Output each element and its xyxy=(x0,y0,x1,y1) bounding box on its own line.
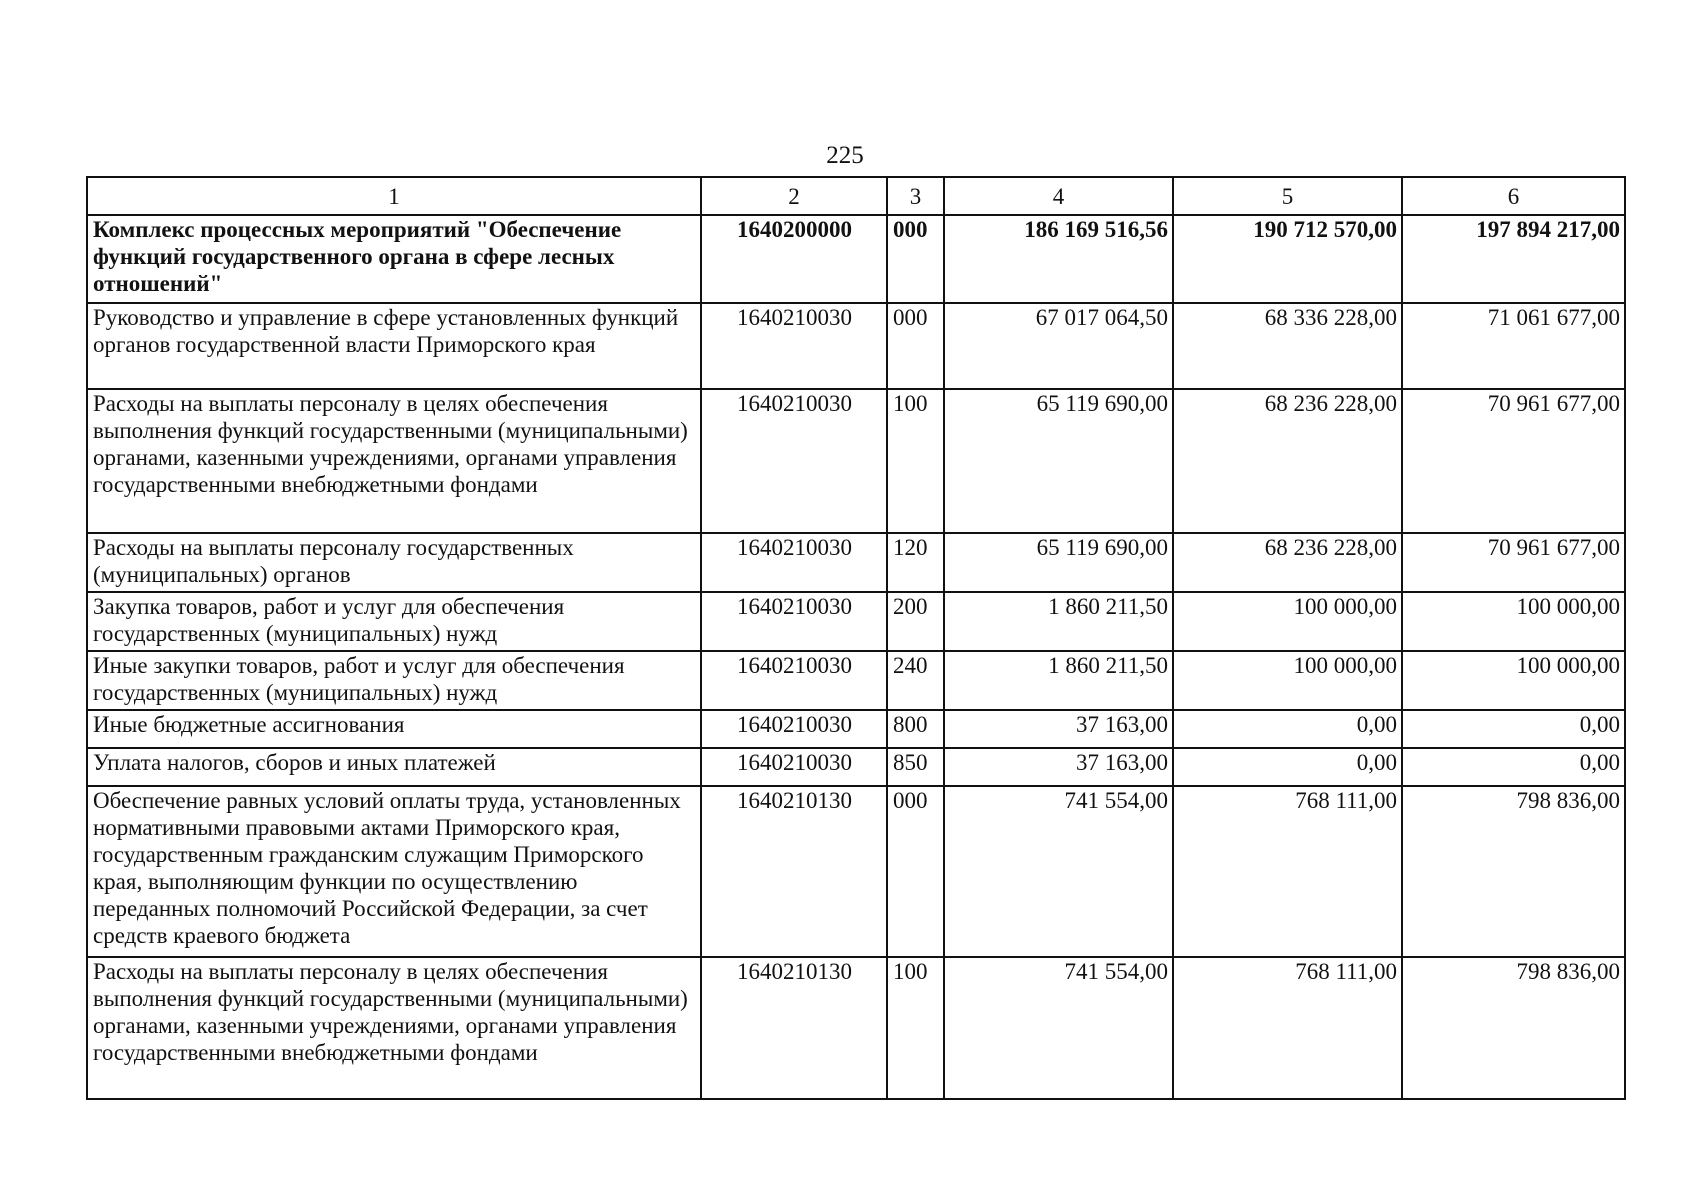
table-row xyxy=(87,533,1625,592)
row-type: 120 xyxy=(887,533,944,592)
row-amount-col4: 65 119 690,00 xyxy=(944,533,1173,592)
row-name: Уплата налогов, сборов и иных платежей xyxy=(87,748,701,786)
row-amount-col6: 100 000,00 xyxy=(1402,651,1625,710)
table-header-row xyxy=(87,177,1625,215)
row-amount-col5: 190 712 570,00 xyxy=(1173,215,1402,303)
row-name: Расходы на выплаты персоналу государственных (муниципальных) органов xyxy=(87,533,701,592)
row-code: 1640210030 xyxy=(701,651,887,710)
row-type: 100 xyxy=(887,957,944,1099)
row-code: 1640210030 xyxy=(701,592,887,651)
table-row xyxy=(87,215,1625,303)
table-row xyxy=(87,651,1625,710)
row-amount-col4: 186 169 516,56 xyxy=(944,215,1173,303)
table-row xyxy=(87,957,1625,1099)
row-name: Обеспечение равных условий оплаты труда, установленных нормативными правовыми актами Приморского края, государственным гражданским служащим Приморского края, выполняющим функции по осуществлению переданных полномочий Российской Федерации, за счет средств краевого бюджета xyxy=(87,786,701,957)
row-code: 1640210030 xyxy=(701,710,887,748)
row-name: Расходы на выплаты персоналу в целях обеспечения выполнения функций государственными (муниципальными) органами, казенными учреждениями, органами управления государственными внебюджетными фондами xyxy=(87,389,701,533)
row-amount-col5: 68 236 228,00 xyxy=(1173,533,1402,592)
row-amount-col5: 100 000,00 xyxy=(1173,651,1402,710)
row-name: Иные бюджетные ассигнования xyxy=(87,710,701,748)
row-type: 240 xyxy=(887,651,944,710)
row-code: 1640210030 xyxy=(701,533,887,592)
table-row xyxy=(87,592,1625,651)
row-amount-col4: 37 163,00 xyxy=(944,748,1173,786)
row-amount-col5: 68 236 228,00 xyxy=(1173,389,1402,533)
row-code: 1640200000 xyxy=(701,215,887,303)
row-amount-col5: 68 336 228,00 xyxy=(1173,303,1402,389)
row-amount-col4: 1 860 211,50 xyxy=(944,592,1173,651)
row-code: 1640210130 xyxy=(701,786,887,957)
column-header: 5 xyxy=(1173,177,1402,215)
column-header: 6 xyxy=(1402,177,1625,215)
row-amount-col5: 768 111,00 xyxy=(1173,957,1402,1099)
row-name: Расходы на выплаты персоналу в целях обеспечения выполнения функций государственными (муниципальными) органами, казенными учреждениями, органами управления государственными внебюджетными фондами xyxy=(87,957,701,1099)
row-amount-col5: 0,00 xyxy=(1173,748,1402,786)
row-amount-col6: 71 061 677,00 xyxy=(1402,303,1625,389)
row-name: Комплекс процессных мероприятий "Обеспечение функций государственного органа в сфере лесных отношений" xyxy=(87,215,701,303)
row-amount-col6: 100 000,00 xyxy=(1402,592,1625,651)
row-type: 000 xyxy=(887,786,944,957)
row-amount-col6: 0,00 xyxy=(1402,710,1625,748)
column-header: 2 xyxy=(701,177,887,215)
row-amount-col4: 65 119 690,00 xyxy=(944,389,1173,533)
table-row xyxy=(87,389,1625,533)
row-name: Иные закупки товаров, работ и услуг для обеспечения государственных (муниципальных) нужд xyxy=(87,651,701,710)
row-type: 000 xyxy=(887,215,944,303)
row-amount-col6: 70 961 677,00 xyxy=(1402,389,1625,533)
row-code: 1640210130 xyxy=(701,957,887,1099)
row-amount-col6: 0,00 xyxy=(1402,748,1625,786)
row-code: 1640210030 xyxy=(701,748,887,786)
row-amount-col6: 798 836,00 xyxy=(1402,786,1625,957)
table-row xyxy=(87,710,1625,748)
budget-table xyxy=(86,176,1626,1100)
row-type: 000 xyxy=(887,303,944,389)
row-amount-col4: 37 163,00 xyxy=(944,710,1173,748)
table-row xyxy=(87,786,1625,957)
page-number: 225 xyxy=(826,142,864,169)
column-header: 3 xyxy=(887,177,944,215)
row-name: Руководство и управление в сфере установленных функций органов государственной власти Приморского края xyxy=(87,303,701,389)
row-amount-col5: 768 111,00 xyxy=(1173,786,1402,957)
row-amount-col4: 1 860 211,50 xyxy=(944,651,1173,710)
row-amount-col6: 70 961 677,00 xyxy=(1402,533,1625,592)
row-name: Закупка товаров, работ и услуг для обеспечения государственных (муниципальных) нужд xyxy=(87,592,701,651)
row-code: 1640210030 xyxy=(701,303,887,389)
row-code: 1640210030 xyxy=(701,389,887,533)
row-amount-col6: 197 894 217,00 xyxy=(1402,215,1625,303)
column-header: 4 xyxy=(944,177,1173,215)
row-amount-col6: 798 836,00 xyxy=(1402,957,1625,1099)
table-row xyxy=(87,303,1625,389)
row-type: 200 xyxy=(887,592,944,651)
column-header: 1 xyxy=(87,177,701,215)
row-type: 850 xyxy=(887,748,944,786)
table-row xyxy=(87,748,1625,786)
row-amount-col4: 741 554,00 xyxy=(944,957,1173,1099)
row-amount-col4: 741 554,00 xyxy=(944,786,1173,957)
row-amount-col5: 100 000,00 xyxy=(1173,592,1402,651)
row-amount-col4: 67 017 064,50 xyxy=(944,303,1173,389)
row-type: 800 xyxy=(887,710,944,748)
row-type: 100 xyxy=(887,389,944,533)
row-amount-col5: 0,00 xyxy=(1173,710,1402,748)
